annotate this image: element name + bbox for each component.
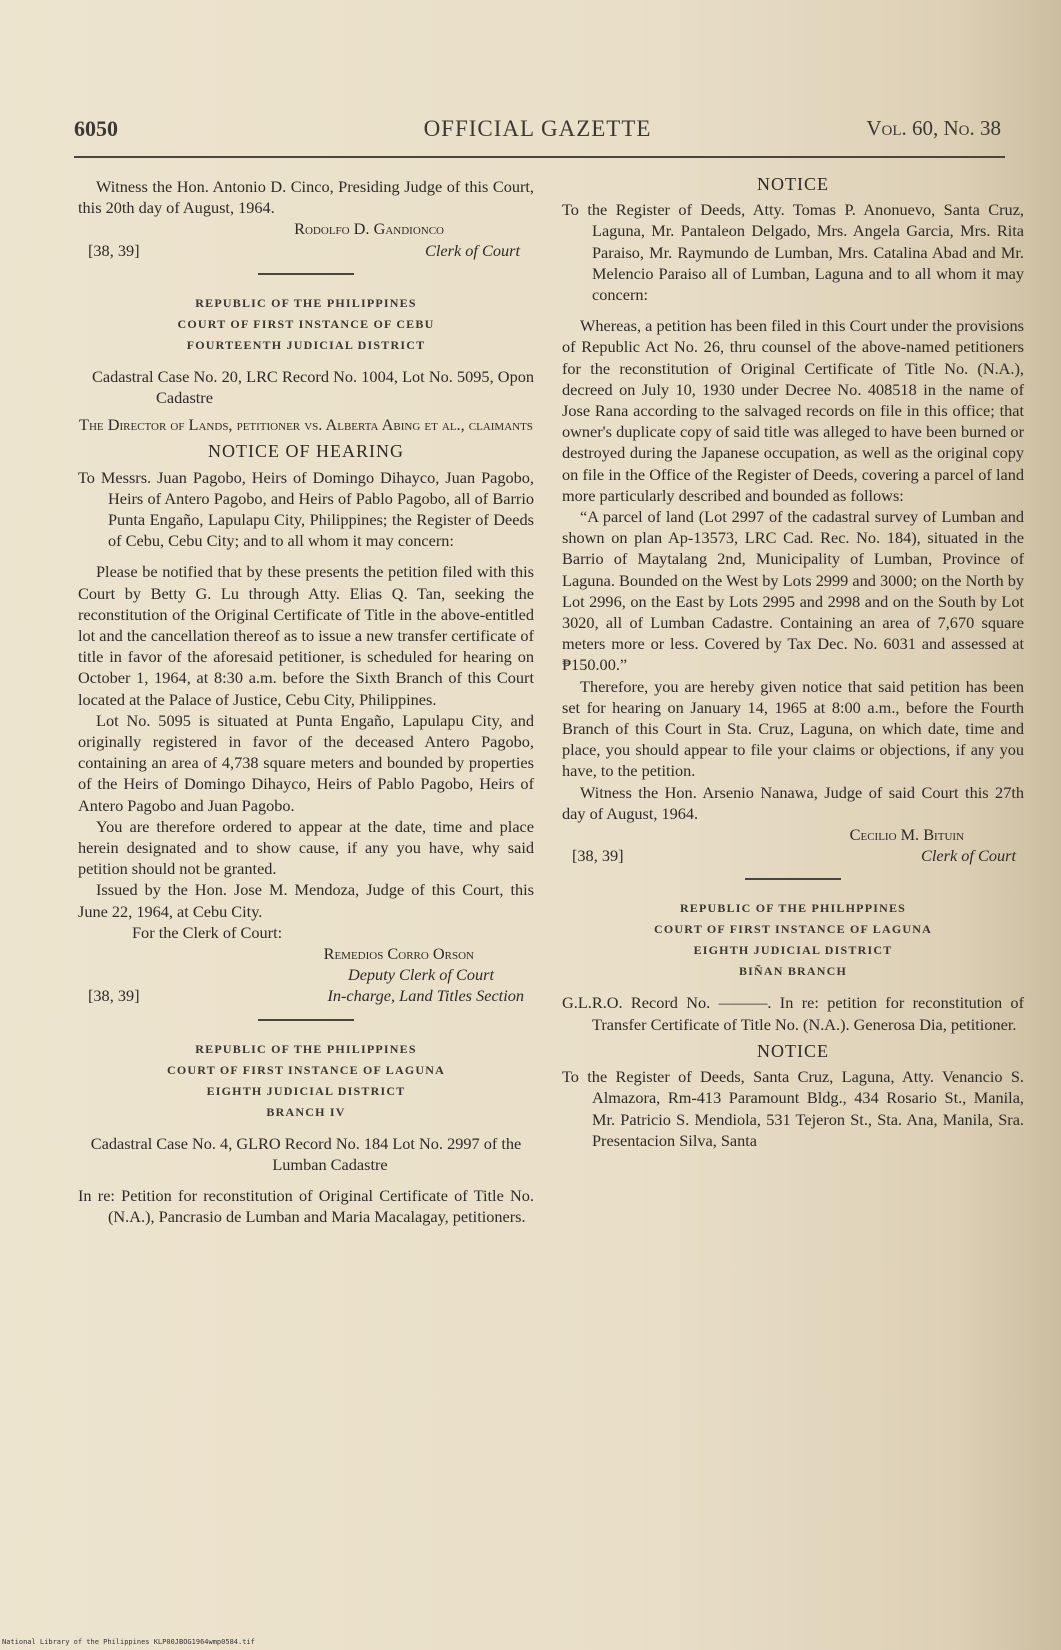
right-column [562,176,1024,1151]
case-in-re: G.L.R.O. Record No. ———. In re: petition for reconstitution of Transfer Certificate of Title No. (N.A.). Generosa Dia, petitioner. [562,993,1024,1034]
signature-line [78,240,534,261]
notice-addressees: To the Register of Deeds, Santa Cruz, Laguna, Atty. Venancio S. Almazora, Rm-413 Paramount Bldg., 434 Rosario St., Manila, Mr. Patricio S. Mendiola, 531 Tejeron St., Sta. Ana, Manila, Sra. Presentacion Silva, Santa [562,1067,1024,1150]
notice-addressees: To the Register of Deeds, Atty. Tomas P. Anonuevo, Santa Cruz, Laguna, Mr. Pantaleon Delgado, Mrs. Angela Garcia, Mrs. Rita Paraiso, Mr. Raymundo de Lumban, Mrs. Catalina Abad and Mr. Melencio Paraiso all of Lumban, Laguna and to all whom it may concern: [562,200,1024,305]
signer-title: Deputy Clerk of Court [347,965,494,985]
body-paragraph: Therefore, you are hereby given notice that said petition has been set for hearing on January 14, 1965 at 8:00 a.m., before the Fourth Branch of this Court in Sta. Cruz, Laguna, on which date, time and place, you should appear to file your claims or objections, if any you have, to the petition. [562,676,1024,781]
case-title: Cadastral Case No. 4, GLRO Record No. 184 Lot No. 2997 of the Lumban Cadastre [90,1133,522,1174]
case-parties: The Director of Lands, petitioner vs. Alberta Abing et al., claimants [79,415,533,435]
signer-title: In-charge, Land Titles Section [327,986,524,1006]
body-paragraph: Lot No. 5095 is situated at Punta Engaño, Lapulapu City, and originally registered in favor of the deceased Antero Pagobo, containing an area of 4,738 square meters and bounded by properties of the Heirs of Domingo Dihayco, Heirs of Pablo Pagobo, Heirs of Antero Pagobo and Juan Pagobo. [78,710,534,815]
issue-reference: [38, 39] [88,986,140,1006]
body-paragraph: Whereas, a petition has been filed in this Court under the provisions of Republic Act No. 26, thru counsel of the above-named petitioners for the reconstitution of Original Certificate of Title No. (N.A.), decreed on July 10, 1930 under Decree No. 408518 in the name of Jose Rana according to the salvaged records on file in this office; that owner's duplicate copy of said title was alleged to have been burned or destroyed during the Japanese occupation, as well as the original copy on file in the Office of the Register of Deeds, covering a parcel of land more particularly described and bounded as follows: [562,316,1024,505]
signature-line [562,845,1024,866]
page-header [74,116,1001,150]
section-divider [258,273,354,275]
section-divider [745,878,841,880]
notice-addressees: To Messrs. Juan Pagobo, Heirs of Domingo Dihayco, Juan Pagobo, Heirs of Antero Pagobo, and Heirs of Pablo Pagobo, all of Barrio Punta Engaño, Lapulapu City, Philippines; the Register of Deeds of Cebu, Cebu City; and to all whom it may concern: [78,467,534,551]
signer-name: Rodolfo D. Gandionco [294,219,444,239]
signer-title: Clerk of Court [921,846,1016,866]
court-heading [78,293,534,356]
signature-line [78,985,534,1006]
court-heading [562,898,1024,982]
body-paragraph: Please be notified that by these presents the petition filed with this Court by Betty G. Lu through Atty. Elias Q. Tan, seeking the reconstitution of the Original Certificate of Title in the above-entitled lot and the cancellation thereof as to issue a new transfer certificate of title in favor of the aforesaid petitioner, is scheduled for hearing on October 1, 1964, at 8:30 a.m. before the Sixth Branch of this Court located at the Palace of Justice, Cebu City, Philippines. [78,562,534,709]
court-line: FOURTEENTH JUDICIAL DISTRICT [186,337,426,352]
issue-reference: [38, 39] [572,846,624,866]
notice-heading: NOTICE OF HEARING [208,441,404,462]
land-description: “A parcel of land (Lot 2997 of the cadastral survey of Lumban and shown on plan Ap-13573, LRC Cad. Rec. No. 184), situated in the Barrio of Maytalang 2nd, Municipality of Lumban, Province of Laguna. Bounded on the West by Lots 2999 and 3000; on the North by Lot 2996, on the East by Lots 2995 and 2998 and on the South by Lot 3020, all of Lumban Cadastre. Containing an area of 7,670 square meters more or less. Covered by Tax Dec. No. 6031 and assessed at ₱150.00.” [562,507,1024,675]
body-paragraph: Witness the Hon. Arsenio Nanawa, Judge of said Court this 27th day of August, 1964. [562,782,1024,823]
signer-name: Remedios Corro Orson [323,944,474,964]
court-line: EIGHTH JUDICIAL DISTRICT [693,943,893,958]
court-line: REPUBLIC OF THE PHILHPPINES [679,901,907,916]
witness-paragraph: Witness the Hon. Antonio D. Cinco, Presiding Judge of this Court, this 20th day of August, 1964. [78,177,534,218]
left-column [78,176,534,1227]
court-line: REPUBLIC OF THE PHILIPPINES [195,1041,417,1056]
publication-title: OFFICIAL GAZETTE [423,116,652,141]
case-in-re: In re: Petition for reconstitution of Original Certificate of Title No. (N.A.), Pancrasio de Lumban and Maria Macalagay, petitioners. [78,1186,534,1227]
court-line: BIÑAN BRANCH [738,964,848,979]
header-rule [74,156,1005,158]
scan-footer: National Library of the Philippines KLP00JBOG1964wmp0584.tif [2,1638,255,1646]
for-clerk-line: For the Clerk of Court: [132,922,283,942]
court-line: COURT OF FIRST INSTANCE OF LAGUNA [654,922,932,937]
signer-name: Cecilio M. Bituin [849,825,964,845]
section-divider [258,1019,354,1021]
court-line: COURT OF FIRST INSTANCE OF LAGUNA [167,1062,445,1077]
case-title: Cadastral Case No. 20, LRC Record No. 1004, Lot No. 5095, Opon Cadastre [92,366,534,407]
issue-reference: [38, 39] [88,240,140,260]
body-paragraph: Issued by the Hon. Jose M. Mendoza, Judge of this Court, this June 22, 1964, at Cebu City. [78,880,534,921]
signer-title: Clerk of Court [425,240,520,260]
body-paragraph: You are therefore ordered to appear at the date, time and place herein designated and to show cause, if any you have, why said petition should not be granted. [78,816,534,879]
court-line: BRANCH IV [266,1104,346,1119]
court-line: COURT OF FIRST INSTANCE OF CEBU [177,316,435,331]
page-number: 6050 [74,116,118,141]
notice-heading: NOTICE [757,1040,829,1061]
court-heading [78,1039,534,1123]
volume-number: Vol. 60, No. 38 [866,116,1001,140]
court-line: REPUBLIC OF THE PHILIPPINES [195,295,417,310]
notice-heading: NOTICE [757,174,829,194]
court-line: EIGHTH JUDICIAL DISTRICT [206,1083,406,1098]
